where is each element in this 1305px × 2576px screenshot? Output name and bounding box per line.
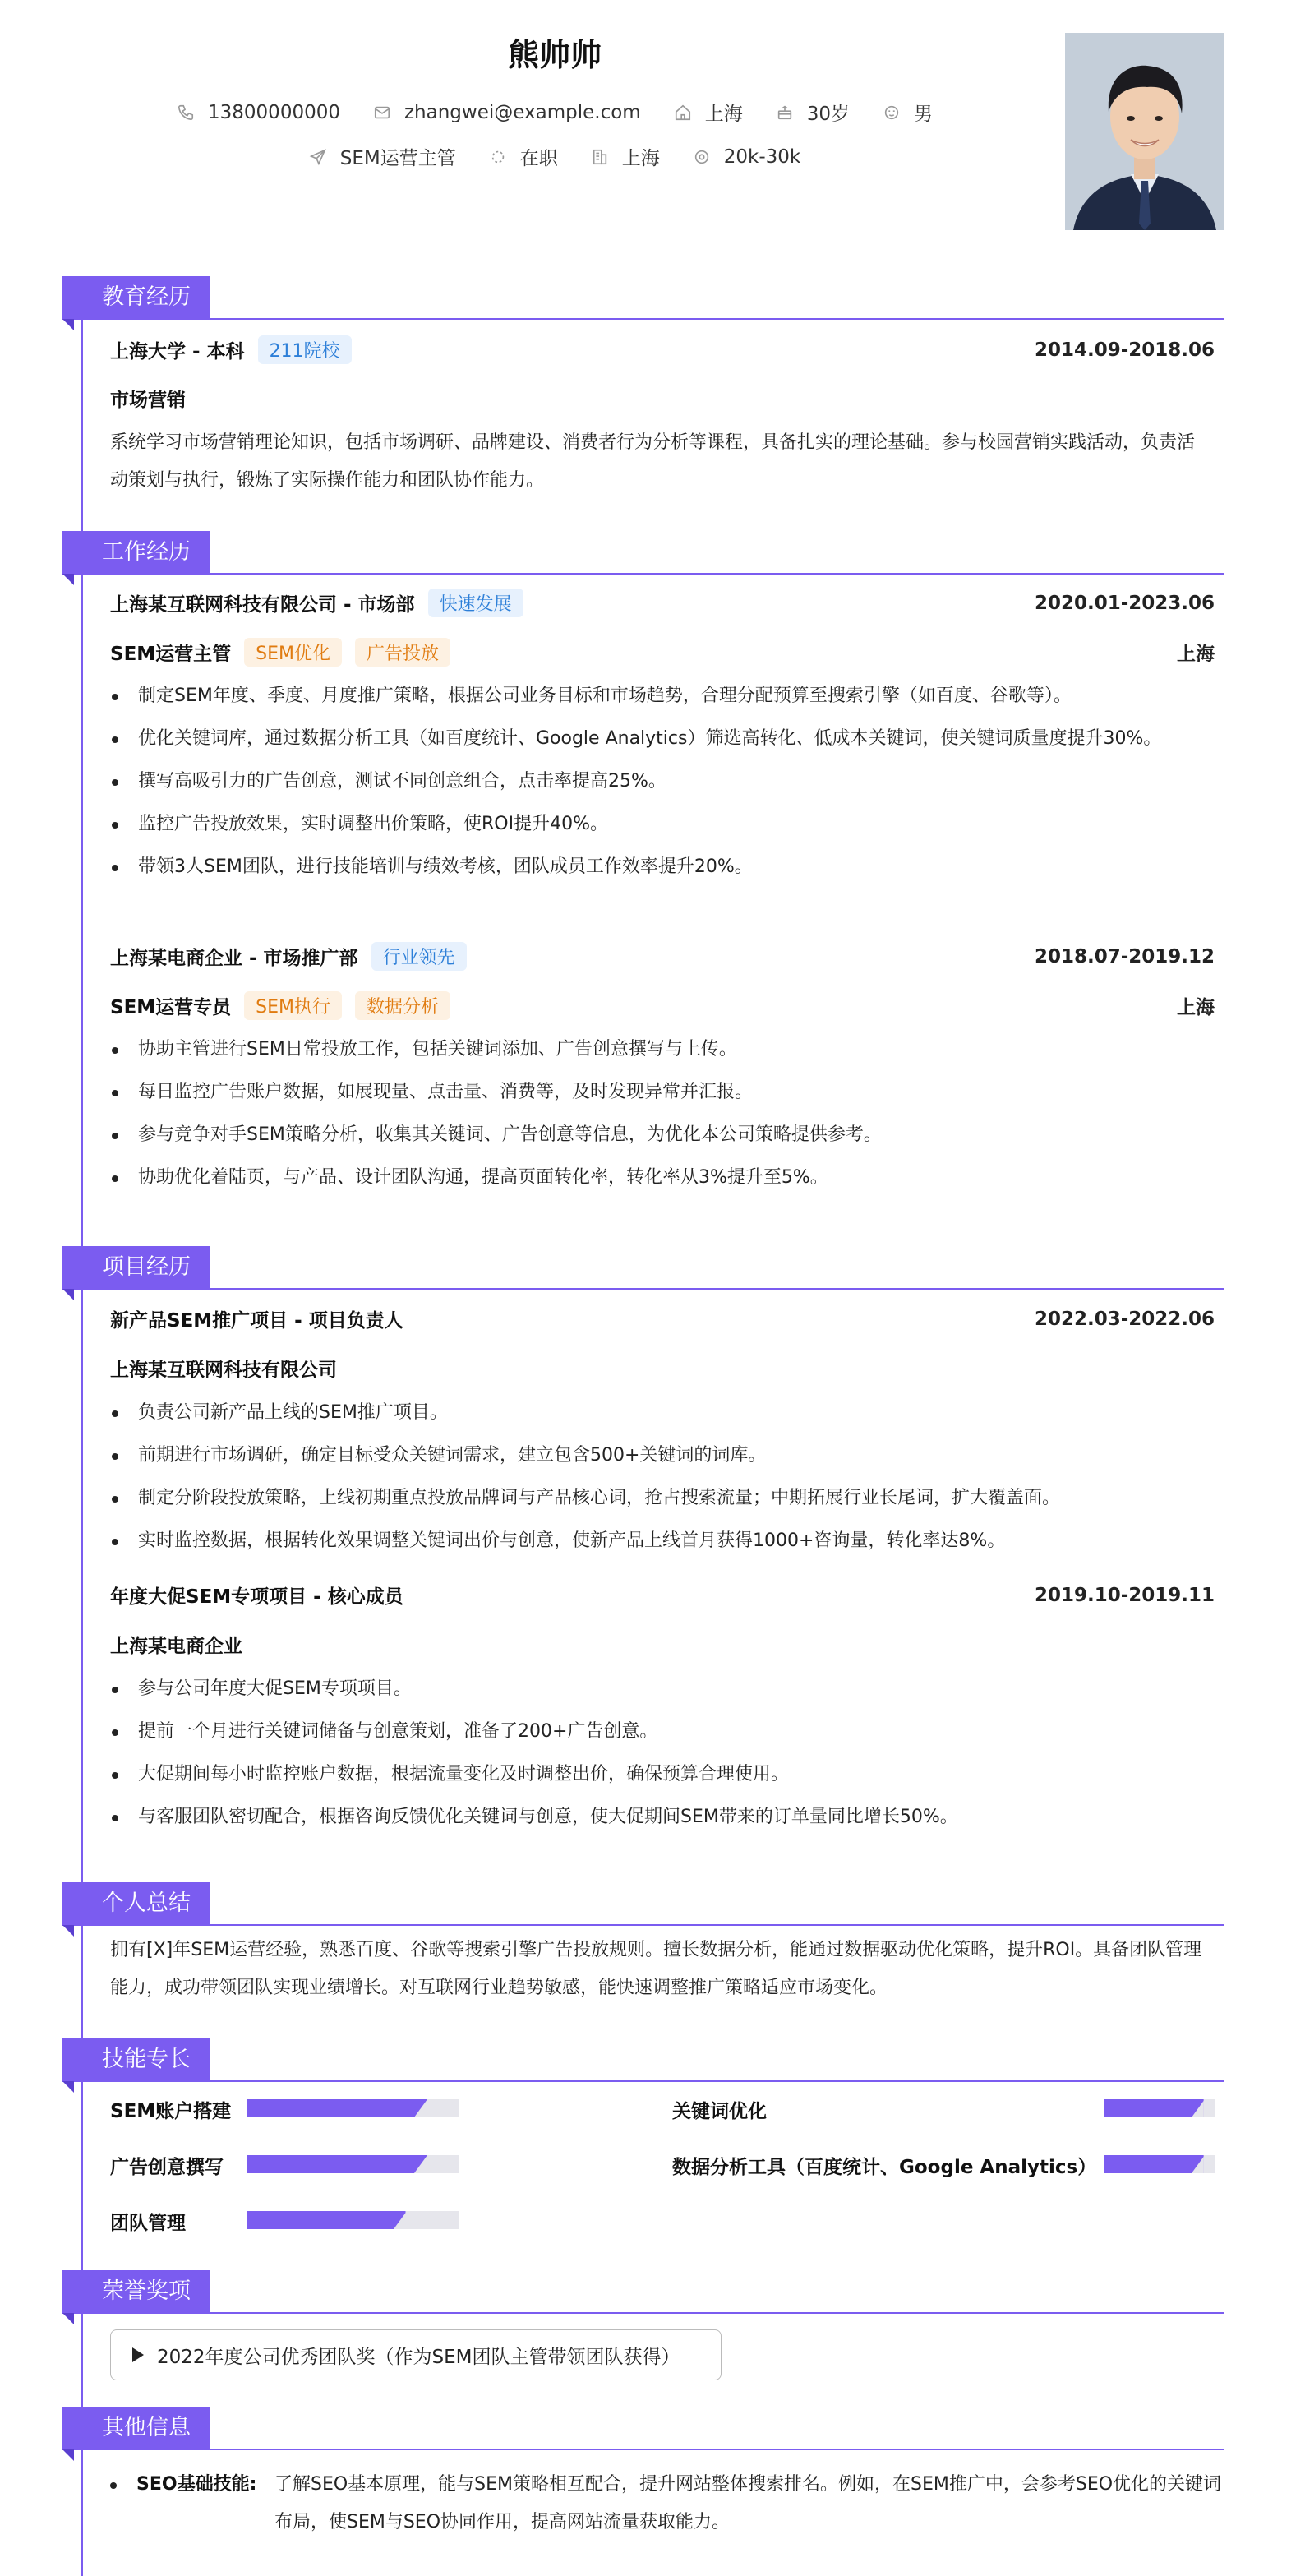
- bullet-dot: [110, 2482, 117, 2489]
- salary-icon: [693, 148, 711, 166]
- resume-header: [0, 0, 1305, 238]
- list-item: 优化关键词库，通过数据分析工具（如百度统计、Google Analytics）筛选高转化、低成本关键词，使关键词质量度提升30%。: [110, 720, 1208, 758]
- education-section: [62, 276, 1224, 515]
- job-company-row: [110, 942, 1215, 971]
- project-bullets: [110, 1394, 1208, 1565]
- list-item: 协助优化着陆页，与产品、设计团队沟通，提高页面转化率，转化率从3%提升至5%。: [110, 1159, 1208, 1197]
- project-company: 上海某电商企业: [110, 1636, 242, 1657]
- list-item: 每日监控广告账户数据，如展现量、点击量、消费等，及时发现异常并汇报。: [110, 1073, 1208, 1111]
- job-date: 2018.07-2019.12: [1034, 945, 1215, 967]
- section-notch: [62, 319, 74, 330]
- job-tag: 数据分析: [355, 991, 450, 1020]
- job-position-row: [110, 991, 1215, 1020]
- section-title: 技能专长: [62, 2038, 210, 2081]
- job-date: 2020.01-2023.06: [1034, 592, 1215, 614]
- project-row: [110, 1581, 1215, 1609]
- building-icon: [591, 148, 609, 166]
- city-item: [674, 99, 743, 126]
- skill-name: 关键词优化: [672, 2101, 767, 2122]
- skill-bar-fill: [1104, 2155, 1204, 2173]
- section-title: 荣誉奖项: [62, 2270, 210, 2313]
- school-tag: 211院校: [258, 335, 352, 364]
- project-date: 2019.10-2019.11: [1034, 1584, 1215, 1606]
- avatar-portrait: [1065, 33, 1224, 230]
- project-bullets: [110, 1670, 1208, 1841]
- job-bullets: [110, 677, 1208, 891]
- status-text: 在职: [519, 148, 558, 169]
- send-icon: [309, 148, 327, 166]
- section-divider: [62, 2312, 1224, 2314]
- major: 市场营销: [110, 390, 186, 411]
- skill-bar: [1104, 2155, 1215, 2173]
- project-row: [110, 1305, 1215, 1332]
- major-row: [110, 385, 1215, 412]
- other-label: SEO基础技能:: [136, 2474, 257, 2495]
- job-tag: SEM执行: [244, 991, 342, 1020]
- other-section: [62, 2407, 1224, 2456]
- project-company-row: [110, 1631, 1215, 1658]
- company-name: 上海某电商企业 - 市场推广部: [110, 948, 358, 969]
- job-bullets: [110, 1031, 1208, 1202]
- job-position-row: [110, 638, 1215, 667]
- avatar: [1065, 33, 1224, 230]
- status-item: [489, 143, 558, 170]
- section-divider: [62, 318, 1224, 320]
- skill-name: 团队管理: [110, 2213, 186, 2234]
- other-text: 了解SEO基本原理，能与SEM策略相互配合，提升网站整体搜索排名。例如，在SEM推广中，会参考SEO优化的关键词布局，使SEM与SEO协同作用，提高网站流量获取能力。: [274, 2474, 1222, 2532]
- skill-bar-fill: [247, 2155, 427, 2173]
- job-location: 上海: [1177, 644, 1215, 665]
- city-text: 上海: [704, 104, 743, 125]
- job-tag: SEM优化: [244, 638, 342, 667]
- project-company-row: [110, 1355, 1215, 1382]
- list-item: 参与竞争对手SEM策略分析，收集其关键词、广告创意等信息，为优化本公司策略提供参考。: [110, 1116, 1208, 1154]
- section-title: 教育经历: [62, 276, 210, 319]
- list-item: 大促期间每小时监控账户数据，根据流量变化及时调整出价，确保预算合理使用。: [110, 1756, 1208, 1794]
- list-item: 监控广告投放效果，实时调整出价策略，使ROI提升40%。: [110, 806, 1208, 843]
- section-notch: [62, 2313, 74, 2324]
- section-title: 个人总结: [62, 1882, 210, 1925]
- list-item: 制定分阶段投放策略，上线初期重点投放品牌词与产品核心词，抢占搜索流量；中期拓展行业长尾词，扩大覆盖面。: [110, 1480, 1208, 1517]
- education-date: 2014.09-2018.06: [1034, 339, 1215, 361]
- project-name: 年度大促SEM专项项目 - 核心成员: [110, 1586, 403, 1608]
- age-icon: [776, 104, 794, 122]
- list-item: 参与公司年度大促SEM专项项目。: [110, 1670, 1208, 1708]
- education-desc: 系统学习市场营销理论知识，包括市场调研、品牌建设、消费者行为分析等课程，具备扎实的理论基础。参与校园营销实践活动，负责活动策划与执行，锻炼了实际操作能力和团队协作能力。: [110, 432, 1196, 491]
- target-job-item: [309, 143, 456, 170]
- section-header: [62, 2407, 1224, 2451]
- skill-name: 广告创意撰写: [110, 2157, 224, 2178]
- section-divider: [62, 2449, 1224, 2450]
- projects-section: [62, 1246, 1224, 1854]
- phone-icon: [177, 104, 195, 122]
- summary-text: 拥有[X]年SEM运营经验，熟悉百度、谷歌等搜索引擎广告投放规则。擅长数据分析，能通过数据驱动优化策略，提升ROI。具备团队管理能力，成功带领团队实现业绩增长。对互联网行业趋势敏感，能快速调整推广策略适应市场变化。: [110, 1940, 1202, 1998]
- email-item: [373, 102, 641, 123]
- list-item: 前期进行市场调研，确定目标受众关键词需求，建立包含500+关键词的词库。: [110, 1437, 1208, 1475]
- home-icon: [674, 104, 692, 122]
- age-item: [776, 99, 850, 126]
- section-notch: [62, 574, 74, 585]
- phone-text: 13800000000: [208, 101, 340, 123]
- section-divider: [62, 573, 1224, 575]
- skills-section: [62, 2038, 1224, 2260]
- other-item: [110, 2466, 1224, 2541]
- skill-name: 数据分析工具（百度统计、Google Analytics）: [672, 2157, 1097, 2178]
- section-header: [62, 2270, 1224, 2315]
- phone-item: [177, 102, 340, 123]
- section-divider: [62, 1288, 1224, 1290]
- list-item: 与客服团队密切配合，根据咨询反馈优化关键词与创意，使大促期间SEM带来的订单量同比增长50%。: [110, 1798, 1208, 1836]
- company-tag: 行业领先: [371, 942, 467, 971]
- summary-section: [62, 1882, 1224, 2022]
- company-tag: 快速发展: [428, 589, 523, 617]
- award-item[interactable]: [110, 2329, 722, 2380]
- section-title: 其他信息: [62, 2407, 210, 2449]
- section-header: [62, 1246, 1224, 1290]
- list-item: 制定SEM年度、季度、月度推广策略，根据公司业务目标和市场趋势，合理分配预算至搜索引擎（如百度、谷歌等）。: [110, 677, 1208, 715]
- skill-bar: [1104, 2099, 1215, 2117]
- mail-icon: [373, 104, 391, 122]
- section-notch: [62, 2449, 74, 2461]
- job-position: SEM运营专员: [110, 997, 232, 1018]
- skill-bar: [247, 2155, 459, 2173]
- company-name: 上海某互联网科技有限公司 - 市场部: [110, 594, 415, 616]
- section-header: [62, 1882, 1224, 1927]
- project-company: 上海某互联网科技有限公司: [110, 1360, 337, 1381]
- gender-icon: [883, 104, 901, 122]
- target-city-item: [591, 143, 660, 170]
- email-text: zhangwei@example.com: [403, 101, 641, 123]
- candidate-name: 熊帅帅: [507, 37, 602, 73]
- section-notch: [62, 1925, 74, 1937]
- salary-text: 20k-30k: [723, 145, 801, 168]
- gender-item: [883, 99, 933, 126]
- section-divider: [62, 1924, 1224, 1926]
- contact-row: [0, 99, 1109, 126]
- award-text: 2022年度公司优秀团队奖（作为SEM团队主管带领团队获得）: [157, 2346, 680, 2368]
- section-notch: [62, 1289, 74, 1300]
- skill-bar: [247, 2099, 459, 2117]
- job-company-row: [110, 589, 1215, 617]
- section-header: [62, 276, 1224, 321]
- list-item: 协助主管进行SEM日常投放工作，包括关键词添加、广告创意撰写与上传。: [110, 1031, 1208, 1069]
- school-name: 上海大学 - 本科: [110, 341, 245, 362]
- job-tag: 广告投放: [355, 638, 450, 667]
- job-position: SEM运营主管: [110, 644, 232, 665]
- status-icon: [489, 148, 507, 166]
- section-title: 项目经历: [62, 1246, 210, 1289]
- section-notch: [62, 2081, 74, 2093]
- project-date: 2022.03-2022.06: [1034, 1308, 1215, 1330]
- section-divider: [62, 2080, 1224, 2082]
- job-location: 上海: [1177, 997, 1215, 1018]
- section-header: [62, 531, 1224, 575]
- skill-bar-fill: [247, 2211, 406, 2229]
- salary-item: [693, 146, 800, 168]
- age-text: 30岁: [806, 104, 850, 125]
- target-city-text: 上海: [621, 148, 660, 169]
- list-item: 提前一个月进行关键词储备与创意策划，准备了200+广告创意。: [110, 1713, 1208, 1751]
- target-job-text: SEM运营主管: [339, 148, 456, 169]
- work-section: [62, 531, 1224, 1230]
- list-item: 负责公司新产品上线的SEM推广项目。: [110, 1394, 1208, 1432]
- job-intent-row: [0, 143, 1109, 170]
- expand-triangle-icon[interactable]: [132, 2347, 144, 2362]
- section-header: [62, 2038, 1224, 2083]
- section-title: 工作经历: [62, 531, 210, 574]
- education-row: [110, 335, 1215, 364]
- skill-bar-fill: [247, 2099, 427, 2117]
- list-item: 带领3人SEM团队，进行技能培训与绩效考核，团队成员工作效率提升20%。: [110, 848, 1208, 886]
- skill-bar-fill: [1104, 2099, 1204, 2117]
- skill-bar: [247, 2211, 459, 2229]
- list-item: 撰写高吸引力的广告创意，测试不同创意组合，点击率提高25%。: [110, 763, 1208, 801]
- project-name: 新产品SEM推广项目 - 项目负责人: [110, 1310, 403, 1332]
- skill-name: SEM账户搭建: [110, 2101, 232, 2122]
- list-item: 实时监控数据，根据转化效果调整关键词出价与创意，使新产品上线首月获得1000+咨询量，转化率达8%。: [110, 1522, 1208, 1560]
- gender-text: 男: [913, 104, 933, 125]
